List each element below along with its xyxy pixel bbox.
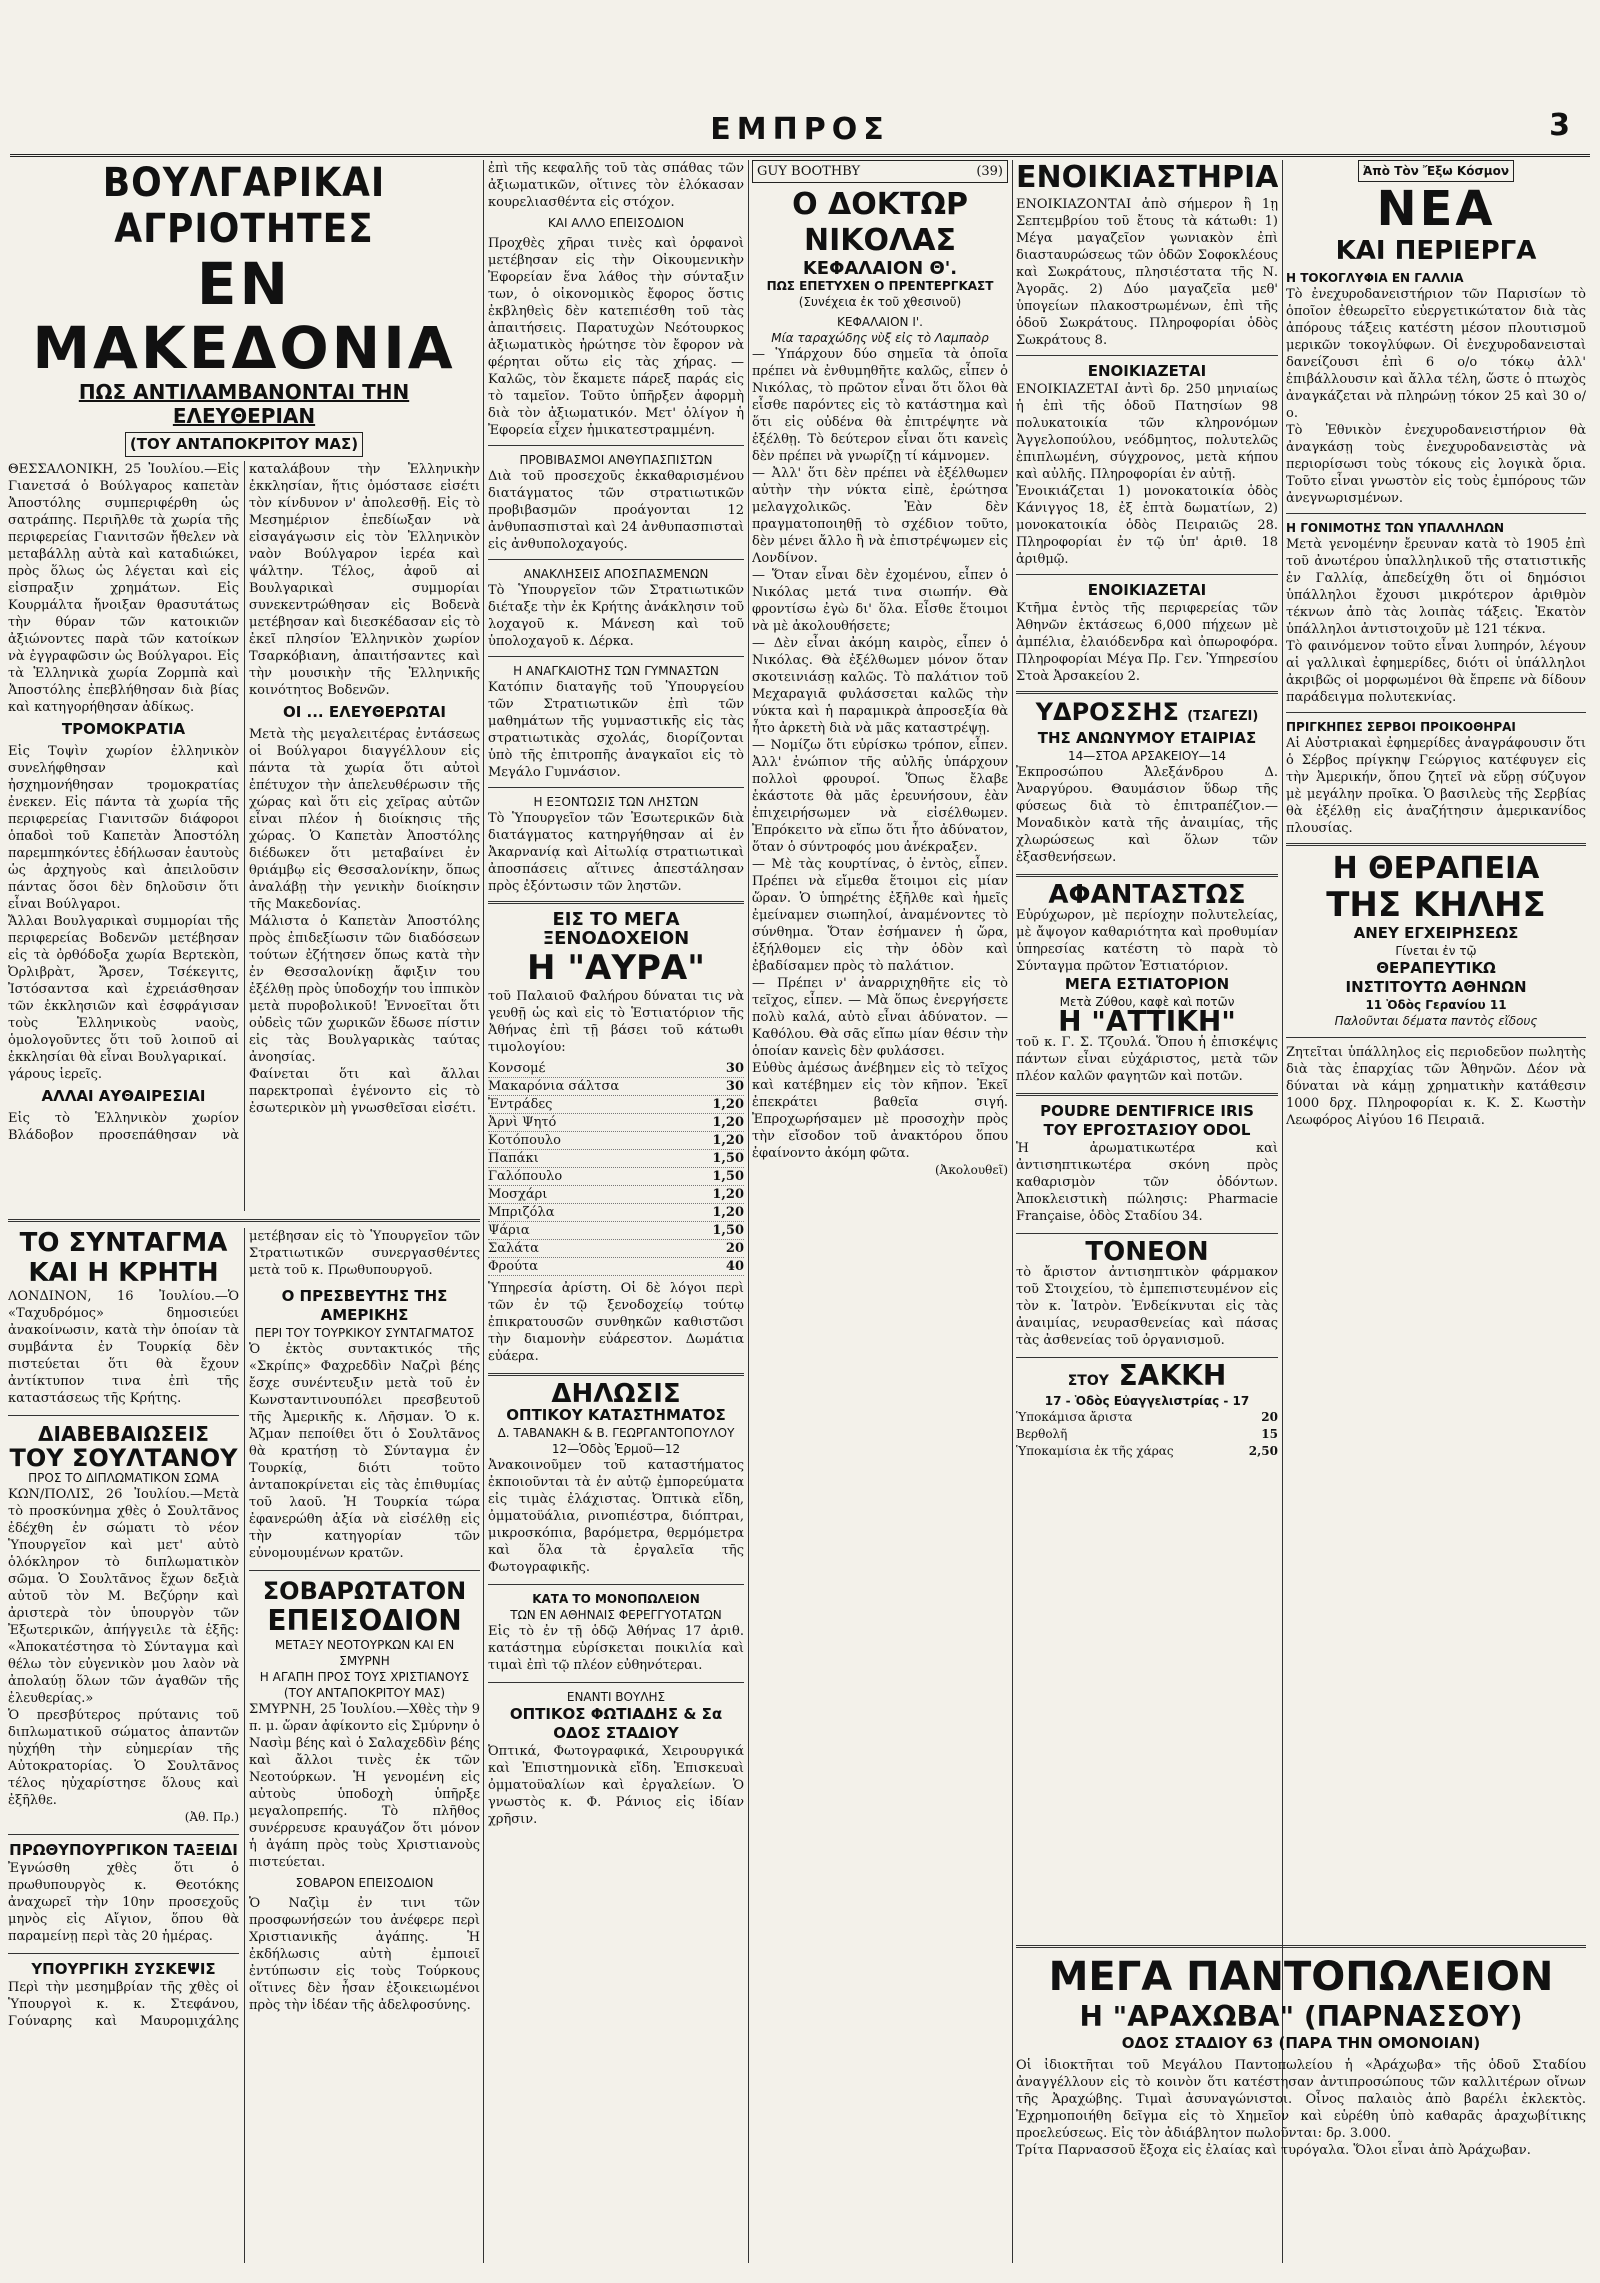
article-bulgarian-atrocities <box>8 160 480 1211</box>
paragraph: Κατόπιν διαταγῆς τοῦ Ὑπουργείου τῶν Στρατιωτικῶν ἐπὶ τῶν μαθημάτων τῆς γυμναστικῆς εἰς τὰς στρατιωτικὰς σχολάς, διορίζονται ὑπὸ τῆς ἐπιτροπῆς ἀναγκαῖοι εἰς τὸ Μεγάλο Γυμνάσιον. <box>488 680 744 780</box>
ad-address: 11 Ὁδὸς Γερανίου 11 <box>1365 998 1507 1012</box>
item-price: 1,20 <box>712 1115 744 1130</box>
article-pm-trip <box>8 1841 239 1945</box>
paragraph: Ὁ Ναζὶμ ἐν τινι τῶν προσφωνήσεών του ἀνέφερε περὶ Χριστιανικῆς ἀγάπης. Ἡ ἐκδήλωσις αὐτὴ ἐμποιεῖ ἐντύπωσιν εἰς τοὺς Τούρκους οἵτινες δὲν ἦσαν ἐξοικειωμένοι πρὸς τὴν ἰδέαν τῆς ἀδελφοσύνης. <box>249 1896 480 2013</box>
item-name: Μοσχάρι <box>488 1187 548 1202</box>
headline: Ο ΠΡΕΣΒΕΥΤΗΣ ΤΗΣ ΑΜΕΡΙΚΗΣ <box>281 1287 448 1324</box>
classified-ad: Κτῆμα ἐντὸς τῆς περιφερείας τῶν Ἀθηνῶν ἐκτάσεως 6,000 πήχεων μὲ ἀμπέλια, ἐλαιόδενδρα καὶ ὀπωροφόρα. Πληροφορίαι Μέγα Πρ. Γεν. Ὑπηρεσίου Στοὰ Ἀρσακείου 2. <box>1016 601 1278 684</box>
paragraph: Ὁ πρεσβύτερος πρύτανις τοῦ διπλωματικοῦ σώματος ἀπαντῶν ηὐχήθη τὴν εὐημερίαν τῆς Αὐτοκρατορίας. Ὁ Σουλτᾶνος τέλος ηὐχαρίστησε ὅλους καὶ ἐξῆλθε. <box>8 1708 239 1808</box>
price-row <box>488 1096 744 1114</box>
ad-optical <box>488 1379 744 1576</box>
paragraph: Εἰς τὸ ἐν τῇ ὁδῷ Ἀθήνας 17 ἀριθ. κατάστημα εὑρίσκεται ποικιλία καὶ τιμαὶ ἐπὶ τῷ πλέον εὐθηνότεραι. <box>488 1624 744 1673</box>
item-price: 1,20 <box>712 1187 744 1202</box>
chapter-heading: ΚΕΦΑΛΑΙΟΝ Ι'. <box>837 315 923 329</box>
paragraph: ΘΕΣΣΑΛΟΝΙΚΗ, 25 Ἰουλίου.—Εἰς Γιανετσά ὁ Βούλγαρος καπετὰν Ἀποστόλης συμπεριφέρθη ὡς σατράπης. Περιῆλθε τὰ χωρία τῆς περιφερείας Γιανιτσῶν ἤθελεν νὰ μεταβάλλῃ αὐτὰ καὶ καταδιώκει, πρὸς ὅλως ὡς λέγεται καὶ εἰς εἰσπραξιν χρημάτων. Εἰς Κουρμάλτα ἤνοιξαν θρασυτάτως τὴν θύραν τῶν κατοικιῶν ἀξιώνοντες παρὰ τῶν κατοίκων νὰ ἐγγραφῶσιν ὡς Βούλγαροι. Εἰς τὰ Ἑλληνικὰ χωρία Ζορμπὰ καὶ Ἀποστόλης ἐπεβλήθησαν διὰ βίας καὶ κατηγορήθησαν ἀδίκως. <box>8 462 239 715</box>
section-heading: ΑΛΛΑΙ ΑΥΘΑΙΡΕΣΙΑΙ <box>41 1087 206 1105</box>
ad-odol <box>1016 1102 1278 1225</box>
newspaper-title: ΕΜΠΡΟΣ <box>710 112 890 147</box>
paragraph: Τρίτα Παρνασσοῦ ἔξοχα εἰς ἐλαίας καὶ τυρόγαλα. Ὅλοι εἶναι ἀπὸ Ἀράχωβαν. <box>1016 2143 1531 2158</box>
paragraph: Εἰς τὸ Ἑλληνικὸν χωρίον Βλάδοβον προσεπάθησαν νὰ καταλάβουν τὴν Ἑλληνικὴν ἐκκλησίαν, ἥτις ὁμόστασε εἰσέτι τὸν κίνδυνον ν' ἀπολεσθῇ. Εἰς τὸ Μεσημέριον ἐπεδίωξαν νὰ εἰσαγάγωσιν εἰς τὸν Ἑλληνικὸν ναὸν Βούλγαρον ἱερέα καὶ ψάλτην. Τέλος, ἀφοῦ αἱ Βουλγαρικαὶ συμμορίαι συνεκεντρώθησαν εἰς Βοδενὰ μετέβησαν καὶ διεσκέδασαν εἰς τὸ ἐκεῖ πλησίον Ἑλληνικὸν χωρίον Τσαρκόβιανη, ἀπαιτήσαντες καὶ τὴν μουσικὴν τῆς Ἑλληνικῆς κοινότητος Βοδενῶν. <box>8 462 480 1143</box>
price-row <box>488 1222 744 1240</box>
ad-heading: ΜΕΓΑ ΕΣΤΙΑΤΟΡΙΟΝ <box>1064 975 1230 993</box>
paragraph: Ὁ ἐκτὸς συντακτικός τῆς «Σκρίπς» Φαχρεδδὶν Ναζρὶ βέης ἔσχε συνέντευξιν μετὰ τοῦ ἐν Κωνσταντινουπόλει πρεσβευτοῦ τῆς Ἀμερικῆς κ. Λῆσμαν. Ὁ κ. Ἀζμαν πεποίθει ὅτι ὁ Σουλτᾶνος θὰ κρατήσῃ τὸ Σύνταγμα ἐν Τουρκίᾳ, διότι τοῦτο ἀνταποκρίνεται εἰς τὰς ἐπιθυμίας τοῦ λαοῦ. Ἡ Τουρκία τώρα ἐφανερώθη ἀξία νὰ εἰσέλθῃ εἰς τὴν κατηγορίαν τῶν εὐνομουμένων κρατῶν. <box>249 1342 480 1561</box>
ad-heading: ΚΑΤΑ ΤΟ ΜΟΝΟΠΩΛΕΙΟΝ <box>532 1592 700 1606</box>
item-name: Μακαρόνια σάλτσα <box>488 1079 620 1094</box>
subheadline: ΠΕΡΙ ΤΟΥ ΤΟΥΡΚΙΚΟΥ ΣΥΝΤΑΓΜΑΤΟΣ <box>254 1326 475 1340</box>
ad-subheading: Μετὰ Ζύθου, καφὲ καὶ ποτῶν <box>1059 995 1235 1009</box>
ad-heading: Η "ΑΥΡΑ" <box>527 948 705 988</box>
paragraph: Ἀνακοινοῦμεν τοῦ καταστήματος ἐκποιοῦνται τὰ ἐν αὐτῷ ἐμπορεύματα εἰς τιμὰς ἐλάχιστας. Ὀπτικὰ εἴδη, ὀμματοϋάλια, ρινοπιέστρα, διόπτραι, μικροσκόπια, βαρόμετρα, θερμόμετρα καὶ ὅλα τὰ ἐργαλεῖα τῆς Φωτογραφικῆς. <box>488 1458 744 1575</box>
price-list <box>1016 1409 1278 1460</box>
column-rule <box>483 160 484 2263</box>
item-name: Ὑποκάμισα ἄριστα <box>1016 1410 1133 1424</box>
classified-ad: Ἐνοικιάζεται 1) μονοκατοικία ὁδὸς Κάνιγγος 18, ἐξ ἑπτὰ δωματίων, 2) μονοκατοικία ὁδὸς Πειραιῶς 28. Πληροφορίαι ἐν τῷ ὑπ' ἀριθ. 18 ἀριθμῷ. <box>1016 484 1278 567</box>
item-price: 1,20 <box>712 1133 744 1148</box>
section-title: ΚΑΙ ΠΕΡΙΕΡΓΑ <box>1335 236 1537 266</box>
item-price: 30 <box>725 1079 744 1094</box>
price-row <box>488 1132 744 1150</box>
ad-fotiadis <box>488 1689 744 1828</box>
paragraph: τὸ ἄριστον ἀντισηπτικὸν φάρμακον τοῦ Στοιχείου, τὸ ἐμπεπιστευμένον εἰς τὸν κ. Ἰατρὸν. Ἐνδείκνυται εἰς τὰς ἀναιμίας, νευρασθενείας καὶ πάσας τὰς ἀσθενείας τοῦ ὀργανισμοῦ. <box>1016 1265 1278 1348</box>
headline: ΠΡΟΒΙΒΑΣΜΟΙ ΑΝΘΥΠΑΣΠΙΣΤΩΝ <box>519 453 713 467</box>
ad-heading-prefix: ΣΤΟΥ <box>1067 1373 1109 1389</box>
ad-hernia-therapy <box>1286 852 1586 1029</box>
paragraph: — Ἀλλ' ὅτι δὲν πρέπει νὰ ἐξέλθωμεν αὐτὴν τὴν νύκτα εἰπὲ, ἐρώτησα μελαγχολικῶς. Ἐὰν δὲν πραγματοποιηθῇ τὸ σχέδιον τοῦτο, δὲν μένει ἄλλο ἢ νὰ ἐπιστρέψωμεν εἰς Λονδίνον. <box>752 466 1008 566</box>
item-name: Κοτόπουλο <box>488 1133 561 1148</box>
item-name: Φρούτα <box>488 1259 539 1274</box>
ad-subheading: Γίνεται ἐν τῷ <box>1395 944 1477 958</box>
chapter-subtitle: Μία ταραχώδης νὺξ εἰς τὸ Λαμπαὸρ <box>771 331 989 345</box>
item-name: Ὑποκαμίσια ἐκ τῆς χάρας <box>1016 1444 1174 1458</box>
paragraph: Ὑπηρεσία ἀρίστη. Οἱ δὲ λόγοι περὶ τῶν ἐν τῷ ξενοδοχείῳ τούτῳ ἐπικρατουσῶν συνθηκῶν καθιστῶσι τὴν διαμονὴν εὐάρεστον. Δωμάτια εὐάερα. <box>488 1281 744 1364</box>
column-1 <box>8 160 480 2263</box>
article-constitution-crete <box>8 1228 239 1407</box>
ad-subheading: ΤΗΣ ΑΝΩΝΥΜΟΥ ΕΤΑΙΡΙΑΣ <box>1037 729 1257 747</box>
ad-heading: Η "ΑΡΑΧΩΒΑ" (ΠΑΡΝΑΣΣΟΥ) <box>1079 2000 1523 2033</box>
subheadline: ΠΡΟΣ ΤΟ ΔΙΠΛΩΜΑΤΙΚΟΝ ΣΩΜΑ <box>28 1471 219 1485</box>
paragraph: Περὶ τὴν μεσημβρίαν τῆς χθὲς οἱ Ὑπουργοὶ κ. κ. Στεφάνου, Γούναρης καὶ Μαυρομιχάλης μετέβησαν εἰς τὸ Ὑπουργεῖον τῶν Στρατιωτικῶν συνεργασθέντες μετὰ τοῦ κ. Πρωθυπουργοῦ. <box>8 1229 480 2029</box>
subheadline: ΜΕΤΑΞΥ ΝΕΟΤΟΥΡΚΩΝ ΚΑΙ ΕΝ ΣΜΥΡΝΗ <box>274 1638 455 1668</box>
price-row <box>488 1168 744 1186</box>
ad-heading: ΑΦΑΝΤΑΣΤΩΣ <box>1048 880 1246 910</box>
paragraph: Ὀπτικά, Φωτογραφικά, Χειρουργικά καὶ Ἐπιστημονικὰ εἴδη. Ἐπισκευαὶ ὀμματοϋαλίων καὶ ἐργαλείων. Ὁ γνωστὸς κ. Φ. Ράνιος εἰς ἰδίαν χρῆσιν. <box>488 1744 744 1827</box>
ad-heading: ΙΝΣΤΙΤΟΥΤΩ ΑΘΗΝΩΝ <box>1345 978 1527 996</box>
paragraph: Τὸ Ὑπουργεῖον τῶν Ἐσωτερικῶν διὰ διατάγματος κατηργήθησαν αἱ ἐν Ἀκαρνανίᾳ καὶ Αἰτωλίᾳ στρατιωτικαὶ ἀποσπάσεις αἵτινες ἀπεστάλησαν πρὸς ἐξόντωσιν τῶν ληστῶν. <box>488 811 744 894</box>
ad-note: Παλοῦνται δέματα παντὸς εἴδους <box>1334 1014 1538 1028</box>
ad-heading: ΟΠΤΙΚΟΣ ΦΩΤΙΑΔΗΣ & Σα <box>509 1705 723 1723</box>
column-rule <box>748 160 749 2263</box>
paragraph: ΣΜΥΡΝΗ, 25 Ἰουλίου.—Χθὲς τὴν 9 π. μ. ὥραν ἀφίκοντο εἰς Σμύρνην ὁ Νασὶμ βέης καὶ ὁ Σαλαχεδδὶν βέης καὶ ἄλλοι τινὲς ἐκ τῶν Νεοτούρκων. Ἡ γενομένη εἰς αὐτοὺς ὑποδοχὴ ὑπῆρξε μεγαλοπρεπής. Τὸ πλῆθος συνέρρευσε κραυγάζον ὅτι μόνον ἡ ἀγάπη πρὸς τοὺς Χριστιανοὺς πιστεύεται. <box>249 1702 480 1870</box>
item-price: 15 <box>1261 1427 1278 1441</box>
paragraph: ΛΟΝΔΙΝΟΝ, 16 Ἰουλίου.—Ὁ «Ταχυδρόμος» δημοσιεύει ἀνακοίνωσιν, κατὰ τὴν ὁποίαν τὰ συμβάντα ἐν Τουρκίᾳ δὲν πιστεύεται ὅτι θὰ ἔχουν ἀντίκτυπον τινα ἐπὶ τῆς καταστάσεως τῆς Κρήτης. <box>8 1289 239 1406</box>
paragraph: Τὸ Ὑπουργεῖον τῶν Στρατιωτικῶν διέταξε τὴν ἐκ Κρήτης ἀνάκλησιν τοῦ λοχαγοῦ κ. Μάνεση καὶ τοῦ ὑπολοχαγοῦ κ. Δέρκα. <box>488 583 744 649</box>
section-heading: Η ΤΟΚΟΓΛΥΦΙΑ ΕΝ ΓΑΛΛΙΑ <box>1286 271 1464 285</box>
paragraph: Οἱ ἰδιοκτῆται τοῦ Μεγάλου Παντοπωλείου ἡ «Ἀράχωβα» τῆς ὁδοῦ Σταδίου ἀναγγέλλουν εἰς τὸ κοινὸν ὅτι κατέστησαν ἀντιπροσώπους τῶν καλλιτέρων οἴνων τῆς Ἀραχώβης. Τιμαὶ ἀσυναγώνιστοι. Οἶνος παλαιὸς ἀπὸ βαρέλι ἐκλεκτὸς. Ἐχρημοποιήθη δεῖγμα εἰς τὸ Χημεῖον καὶ εὑρέθη ὑπὸ καθαρᾶς ἀραχωβίτικης προελεύσεως. Εἰς τὸν ἀδιάβλητον πωλοῦνται: δρ. 3.000. <box>1016 2058 1586 2141</box>
headline: ΣΟΒΑΡΩΤΑΤΟΝ <box>262 1577 467 1605</box>
ad-address: 12—Ὁδὸς Ἑρμοῦ—12 <box>551 1442 681 1456</box>
ad-heading: ΤΗΣ ΚΗΛΗΣ <box>1326 885 1546 925</box>
paragraph: Τὸ φαινόμενον τοῦτο εἶναι λυπηρόν, λέγουν αἱ γαλλικαὶ ἐφημερίδες, διότι οἱ ὑπάλληλοι ἀκριβῶς οἱ μορφωμένοι θὰ ἔπρεπε νὰ δίδουν παράδειγμα πολυτεκνίας. <box>1286 639 1586 705</box>
section-heading: ΚΑΙ ΑΛΛΟ ΕΠΕΙΣΟΔΙΟΝ <box>547 216 685 230</box>
ad-heading: ΜΕΓΑ ΠΑΝΤΟΠΩΛΕΙΟΝ <box>1048 1954 1554 2000</box>
article-body <box>8 461 480 1211</box>
ad-restaurant <box>1016 880 1278 1085</box>
byline: (ΤΟΥ ΑΝΤΑΠΟΚΡΙΤΟΥ ΜΑΣ) <box>283 1686 446 1700</box>
section-heading: Η ΓΟΝΙΜΟΤΗΣ ΤΩΝ ΥΠΑΛΛΗΛΩΝ <box>1286 521 1505 535</box>
ad-brand: ΣΑΚΚΗ <box>1118 1359 1227 1392</box>
paragraph: γάρους ἱερεῖς. <box>8 1067 103 1082</box>
chapter-subtitle: ΠΩΣ ΕΠΕΤΥΧΕΝ Ο ΠΡΕΝΤΕΡΓΚΑΣΤ <box>766 279 994 293</box>
column-rule <box>1012 160 1013 2263</box>
paragraph: Μετὰ γενομένην ἔρευναν κατὰ τὸ 1905 ἐπὶ τοῦ ἀνωτέρου ὑπαλληλικοῦ τῆς στατιστικῆς ἐν Γαλλίᾳ, ἀπεδείχθη ὅτι οἱ δημόσιοι ὑπάλληλοι ἔχουσι μικρότερον ἀριθμὸν τέκνων ἀπὸ τὰς λοιπὰς τάξεις. Ἑκατὸν ὑπάλληλοι ἀντιστοιχοῦν μὲ 121 τέκνα. <box>1286 537 1586 637</box>
item-name: Μπριζόλα <box>488 1205 555 1220</box>
ad-heading: ΕΝΑΝΤΙ ΒΟΥΛΗΣ <box>566 1690 666 1704</box>
headline: ΠΡΩΘΥΠΟΥΡΓΙΚΟΝ ΤΑΞΕΙΔΙ <box>9 1841 238 1859</box>
paragraph: τοῦ κ. Γ. Σ. Τζουλά. Ὅπου ἡ ἐπισκέψις πάντων εἶναι εὐχάριστος, μετὰ τῶν πλέον καλῶν φαγητῶν καὶ ποτῶν. <box>1016 1035 1278 1084</box>
price-row <box>488 1204 744 1222</box>
continuation-note: (Συνέχεια ἐκ τοῦ χθεσινοῦ) <box>798 295 962 309</box>
paragraph: Διὰ τοῦ προσεχοῦς ἐκκαθαρισμένου διατάγματος τῶν στρατιωτικῶν προβιβασμῶν προάγονται 12 ἀνθυπασπισταὶ καὶ 24 ἀνθυπασπισταὶ εἰς ἀνθυπολοχαγούς. <box>488 469 744 552</box>
ad-subheading: ΤΩΝ ΕΝ ΑΘΗΝΑΙΣ ΦΕΡΕΓΓΥΟΤΑΤΩΝ <box>510 1608 722 1622</box>
article-sultan <box>8 1422 239 1826</box>
paragraph: Εἰς Τοψὶν χωρίον ἑλληνικὸν συνελήφθησαν καὶ ἠσχημονήθησαν τρομοκρατίας ἐνεκεν. Εἰς πάντα τὰ χωρία τῆς περιφερείας Γιανιτσῶν διάφοροι ὁπαδοὶ τοῦ Καπετὰν Ἀποστόλη παρεμπηκόντες ἐδήλωσαν ἑαυτοὺς ὡς ἀρχηγοὺς καὶ ἀπειλοῦσιν πάντας ὅσοι δὲν δηλοῦσιν ὅτι εἶναι Βούλγαροι. <box>8 744 239 912</box>
price-row <box>488 1114 744 1132</box>
paragraph: — Νομίζω ὅτι εὑρίσκω τρόπον, εἶπεν. Ἀλλ' ἐνώπιον τῆς αὐλῆς ὑπάρχουν πολλοὶ φρουροί. Ὅπως ἔλαβε ἑκάστοτε θὰ μᾶς ἐρευνήσουν, ἐὰν ἐπιχειρήσωμεν νὰ εἰσέλθωμεν. Ἐπρόκειτο νὰ εἴπω ὅτι ἦτο ἀδύνατον, ὅταν ὁ σύντροφός μου ἀνέκραξεν. <box>752 738 1008 855</box>
paragraph: Τὸ Ἐθνικὸν ἐνεχυροδανειστήριον θὰ ἀναγκάσῃ τοὺς ἐνεχυροδανειστὰς νὰ περιορίσωσι τοὺς τόκους εἰς λογικὰ ὅρια. Τοῦτο εἶναι γνωστὸν εἰς τοὺς ἐμπόρους τῶν ἀνεγνωρισμένων. <box>1286 423 1586 506</box>
to-be-continued: (Ἀκολουθεῖ) <box>934 1163 1008 1177</box>
ad-address: 17 - Ὁδὸς Εὐαγγελιστρίας - 17 <box>1044 1394 1250 1408</box>
headline: ΔΙΑΒΕΒΑΙΩΣΕΙΣ <box>38 1422 209 1446</box>
column-2 <box>488 160 744 2263</box>
ad-heading: ΟΠΤΙΚΟΥ ΚΑΤΑΣΤΗΜΑΤΟΣ <box>506 1406 726 1424</box>
classified-ad: ΕΝΟΙΚΙΑΖΟΝΤΑΙ ἀπὸ σήμερον ἢ 1ῃ Σεπτεμβρίου τοῦ ἔτους τὰ κάτωθι: 1) Μέγα μαγαζεῖον γωνιακὸν ἐπὶ διασταυρώσεως τῶν ὁδῶν Σοφοκλέους καὶ Σωκράτους, πλησιέστατα τῆς Ν. Ἀγορᾶς. 2) Δύο μαγαζεῖα μεθ' ὑπογείων πλακοστρωμένων, ἐπὶ τῆς ὁδοῦ Σωκράτους. Πληροφορίαι ὁδὸς Σωκράτους 8. <box>1016 197 1278 348</box>
price-row <box>488 1078 744 1096</box>
ad-heading: Η "ΑΤΤΙΚΗ" <box>1058 1005 1236 1038</box>
classified-ad: ΕΝΟΙΚΙΑΖΕΤΑΙ ἀντὶ δρ. 250 μηνιαίως ἡ ἐπὶ τῆς ὁδοῦ Πατησίων 98 πολυκατοικία τῶν κληρονόμων Ἀγγελοπούλου, νεόδμητος, πολυτελῶς ἐπιπλωμένη, σύγχρονος, μετὰ κήπου καὶ αὐλῆς. Πληροφορίαι ἐν αὐτῇ. <box>1016 382 1278 482</box>
ad-heading: ΕΙΣ ΤΟ ΜΕΓΑ ΞΕΝΟΔΟΧΕΙΟΝ <box>542 909 690 949</box>
item-name: Ψάρια <box>488 1223 530 1238</box>
ad-monopoly <box>488 1591 744 1674</box>
lower-articles <box>8 1228 480 2263</box>
paragraph: Τὸ ἐνεχυροδανειστήριον τῶν Παρισίων τὸ ὁποῖον ἐθεωρεῖτο εὐεργετικώτατον διὰ τὰς ἀπόρους τάξεις κατέστη μέσον πλουτισμοῦ μερικῶν τοκογλύφων. Οἱ ἐνεχυροδανεισταὶ δανείζουσι ἐπὶ 6 ο/ο τόκῳ ἀλλ' ἐπιβάλλουσιν καὶ ἄλλα τέλη, ὥστε ὁ πτωχὸς ἀναγκάζεται νὰ πληρώνῃ τόκον 25 καὶ 30 ο/ο. <box>1286 287 1586 421</box>
ad-heading: ΘΕΡΑΠΕΥΤΙΚΩ <box>1376 959 1496 977</box>
ad-water <box>1016 700 1278 866</box>
chapter-heading: ΚΕΦΑΛΑΙΟΝ Θ'. <box>802 258 958 279</box>
source-note: (Ἀθ. Πρ.) <box>184 1810 239 1824</box>
price-row <box>488 1258 744 1276</box>
item-name: Γαλόπουλο <box>488 1169 563 1184</box>
paragraph: Μετὰ τὴς μεγαλειτέρας ἐντάσεως οἱ Βούλγαροι διαγγέλλουν εἰς πάντα τὰ χωρία ὅτι αὐτοὶ ἐπέτυχον τὴν ἀπελευθέρωσιν τῆς χώρας καὶ ὅτι εἰς χεῖρας αὐτῶν εἶναι πλέον ἡ διοίκησις τῆς χώρας. Ὁ Καπετὰν Ἀποστόλης διέδωκεν ὅτι μεταβαίνει ἐν θριάμβῳ εἰς Θεσσαλονίκην, ὅπως ἀναλάβῃ τὴν γενικὴν διοίκησιν τῆς Μακεδονίας. <box>249 727 480 912</box>
item-name: Ἐντράδες <box>488 1097 553 1112</box>
item-price: 30 <box>725 1061 744 1076</box>
masthead <box>10 108 1590 157</box>
paragraph: Φαίνεται ὅτι καὶ ἄλλαι παρεκτροπαὶ ἐγένοντο εἰς τὸ ἐσωτερικὸν μὴ γνωσθεῖσαι εἰσέτι. <box>249 1067 480 1116</box>
ad-heading <box>1016 700 1278 729</box>
item-name: Βερθολῆ <box>1016 1427 1068 1441</box>
serial-episode: (39) <box>976 164 1003 179</box>
headline: ΕΠΕΙΣΟΔΙΟΝ <box>267 1604 462 1637</box>
ad-heading: Η ΘΕΡΑΠΕΙΑ <box>1332 851 1540 886</box>
paragraph: Ἄλλαι Βουλγαρικαὶ συμμορίαι τῆς περιφερείας Βοδενῶν μετέβησαν εἰς τὰ ὀρθόδοξα χωρία Βερτεκὸπ, Ὀρλιβρὰτ, Ἄρσεν, Τσέκεγιτς, Ἰστόσαντσα καὶ ἐχρειάσθησαν τῶν ἐκκλησιῶν καὶ ἐσφράγισαν τοὺς Ἑλληνικοὺς ναοὺς, ὁμολογοῦντες ὅτι τοῦ λοιποῦ αἱ ἐκκλησίαι θὰ εἶναι Βουλγαρικαί. <box>8 914 239 1065</box>
ad-toneon <box>1016 1237 1278 1349</box>
item-price: 1,20 <box>712 1097 744 1112</box>
price-list <box>488 1060 744 1276</box>
price-row <box>1016 1443 1278 1460</box>
price-row <box>488 1150 744 1168</box>
item-name: Κονσομέ <box>488 1061 546 1076</box>
article-ambassador <box>249 1287 480 1562</box>
ad-sakkh <box>1016 1359 1278 1460</box>
ad-heading: POUDRE DENTIFRICE IRIS <box>1040 1102 1254 1120</box>
item-price: 1,20 <box>712 1205 744 1220</box>
paragraph: — Δὲν εἶναι ἀκόμη καιρὸς, εἶπεν ὁ Νικόλας. Θὰ ἐξέλθωμεν μόνον ὅταν σκοτεινιάσῃ καλῶς. Τὸ παλάτιον τοῦ Μεχαραγιᾶ φυλάσσεται καλῶς τὴν νύκτα καὶ ἡ παραμικρὰ ἀπροσεξία θὰ ἦτο ἀρκετὴ διὰ νὰ μᾶς καταστρέψῃ. <box>752 636 1008 736</box>
ad-heading <box>1016 1359 1278 1393</box>
headline: ΤΟΥ ΣΟΥΛΤΑΝΟΥ <box>9 1444 238 1472</box>
ad-arachova <box>1016 1945 1586 2263</box>
ad-address: ΟΔΟΣ ΣΤΑΔΙΟΥ <box>553 1724 679 1742</box>
classified-ad: Ζητεῖται ὑπάλληλος εἰς περιοδεῦον πωλητὴς διὰ τὰς ἐπαρχίας τῶν Ἀθηνῶν. Δέον νὰ δύναται νὰ κάμῃ χρηματικὴν κατάθεσιν 1000 δρχ. Πληροφορίαι κ. Κ. Σ. Κωστὴν Λεωφόρος Αἰγύου 16 Πειραιᾶ. <box>1286 1045 1586 1128</box>
serial-title: Ο ΔΟΚΤΩΡ ΝΙΚΟΛΑΣ <box>792 187 968 258</box>
ad-brand: ΥΔΡΟΣΣΗΣ <box>1035 698 1179 726</box>
item-name: Σαλάτα <box>488 1241 539 1256</box>
paragraph: ἐπὶ τῆς κεφαλῆς τοῦ τὰς σπάθας τῶν ἀξιωματικῶν, οἵτινες τὸν ἐλόκασαν κουρελιασθέντα εἰς στόχον. <box>488 161 744 210</box>
item-price: 20 <box>725 1241 744 1256</box>
section-heading: ΤΡΟΜΟΚΡΑΤΙΑ <box>61 720 186 738</box>
paragraph: — Ὑπάρχουν δύο σημεῖα τὰ ὁποῖα πρέπει νὰ ἐνθυμηθῆτε καλῶς, εἶπεν ὁ Νικόλας, τὸ πρῶτον εἶναι ὅτι ὅλοι θὰ εἶσθε παρόντες εἰς τὸ κατάστημα καὶ ὅτι εἰς οὐδένα θὰ ἐπιτρέψητε νὰ ἐξέλθῃ. Τὸ δεύτερον εἶναι ὅτι κανεὶς δὲν πρέπει νὰ γνωρίζῃ τί κάμνομεν. <box>752 347 1008 464</box>
section-heading: ΟΙ ... ΕΛΕΥΘΕΡΩΤΑΙ <box>282 703 446 721</box>
ad-heading: ΤΟΝΕΟΝ <box>1085 1237 1209 1267</box>
headline: ΒΟΥΛΓΑΡΙΚΑΙ ΑΓΡΙΟΤΗΤΕΣ <box>102 160 386 252</box>
ad-subheading: Δ. ΤΑΒΑΝΑΚΗ & Β. ΓΕΩΡΓΑΝΤΟΠΟΥΛΟΥ <box>497 1426 735 1440</box>
subheadline: ΠΩΣ ΑΝΤΙΛΑΜΒΑΝΟΝΤΑΙ ΤΗΝ ΕΛΕΥΘΕΡΙΑΝ <box>78 380 410 428</box>
headline: ΚΑΙ Η ΚΡΗΤΗ <box>28 1258 219 1288</box>
item-price: 1,50 <box>712 1169 744 1184</box>
price-row <box>1016 1426 1278 1443</box>
price-row <box>488 1186 744 1204</box>
headline: ΥΠΟΥΡΓΙΚΗ ΣΥΣΚΕΨΙΣ <box>31 1960 216 1978</box>
ad-address: 14—ΣΤΟΑ ΑΡΣΑΚΕΙΟΥ—14 <box>1068 749 1226 763</box>
section-title: ΕΝΟΙΚΙΑΣΤΗΡΙΑ <box>1016 160 1278 195</box>
item-price: 1,50 <box>712 1151 744 1166</box>
price-row <box>488 1060 744 1078</box>
paragraph: Ἐκπροσώπου Ἀλεξάνδρου Δ. Ἀναργύρου. Θαυμάσιον ὕδωρ τῆς φύσεως διὰ τὸ ἐπιτραπέζιον.—Μοναδικὸν κατὰ τῆς ἀναιμίας, τῆς χλωρώσεως καὶ ὅλων τῶν ἐξασθενήσεων. <box>1016 765 1278 865</box>
item-name: Παπάκι <box>488 1151 539 1166</box>
price-row <box>1016 1409 1278 1426</box>
paragraph: Προχθὲς χῆραι τινὲς καὶ ὀρφανοὶ μετέβησαν εἰς τὴν Οἰκουμενικὴν Ἐφορείαν ἕνα λάθος τὴν σύνταξιν των, ὁ οἰκονομικὸς ἔφορος ὅστις ἐκβληθεὶς δὲν κατεπιέσθη τοῦ τὰς ἀπαιτήσεις. Παρατυχὼν Νεότουρκος ἀξιωματικὸς ἠρώτησε τὸν ἔφορον νὰ φέρηται οὕτω εἰς τὰς χήρας. — Καλῶς, τὸν ἔκαμετε πάρεξ παράς εἰς τὸ ταμεῖον. Τοῦτο ὑπῆρξεν ἀφορμὴ διὰ τὸν ἀξιωματικόν. Μετ' ὀλίγον ἡ Ἐφορεία εἶχεν ἠμικατεστραμμένη. <box>488 236 744 438</box>
serial-header <box>752 160 1008 183</box>
paragraph: τοῦ Παλαιοῦ Φαλήρου δύναται τις νὰ γευθῇ ὡς καὶ εἰς τὸ Ἑστιατόριον τῆς Ἀθήνας ἐπὶ τῇ βάσει τοῦ κάτωθι τιμολογίου: <box>488 989 744 1055</box>
item-price: 40 <box>725 1259 744 1274</box>
paragraph: Εὐρύχωρον, μὲ περίοχην πολυτελείας, μὲ ἄψογον καθαριότητα καὶ προθυμίαν ὑπηρεσίας κατέστη τὸ παρὰ τὸ Σύνταγμα πρῶτον Ἑστιατόριον. <box>1016 908 1278 974</box>
section-label: Ἀπὸ Τὸν Ἔξω Κόσμον <box>1358 160 1514 182</box>
article-smyrna-incident <box>249 1577 480 2014</box>
ad-brand-note: (ΤΣΑΓΕΖΙ) <box>1187 709 1259 724</box>
paragraph: Ἐγνώσθη χθὲς ὅτι ὁ πρωθυπουργὸς κ. Θεοτόκης ἀναχωρεῖ τὴν 10ην προσεχοῦς μηνὸς εἰς Αἴγιον, ὅπου θὰ παραμείνῃ περὶ τὰς 20 ἡμέρας. <box>8 1861 239 1944</box>
headline: Η ΑΝΑΓΚΑΙΟΤΗΣ ΤΩΝ ΓΥΜΝΑΣΤΩΝ <box>513 664 719 678</box>
ad-heading: ΔΗΛΩΣΙΣ <box>551 1379 681 1409</box>
column-3-serial <box>752 160 1008 2263</box>
subheadline: Η ΑΓΑΠΗ ΠΡΟΣ ΤΟΥΣ ΧΡΙΣΤΙΑΝΟΥΣ <box>259 1670 470 1684</box>
price-row <box>488 1240 744 1258</box>
item-name: Ἀρνὶ Ψητό <box>488 1115 557 1130</box>
headline: ΕΝ ΜΑΚΕΔΟΝΙΑ <box>32 250 456 382</box>
section-heading: ΣΟΒΑΡΟΝ ΕΠΕΙΣΟΔΙΟΝ <box>295 1876 434 1890</box>
byline: (ΤΟΥ ΑΝΤΑΠΟΚΡΙΤΟΥ ΜΑΣ) <box>125 432 363 457</box>
section-heading: ΠΡΙΓΚΗΠΕΣ ΣΕΡΒΟΙ ΠΡΟΙΚΟΘΗΡΑΙ <box>1286 720 1516 734</box>
headline: ΑΝΑΚΛΗΣΕΙΣ ΑΠΟΣΠΑΣΜΕΝΩΝ <box>523 567 709 581</box>
ad-address: ΟΔΟΣ ΣΤΑΔΙΟΥ 63 (ΠΑΡΑ ΤΗΝ ΟΜΟΝΟΙΑΝ) <box>1121 2034 1481 2052</box>
headline: Η ΕΞΟΝΤΩΣΙΣ ΤΩΝ ΛΗΣΤΩΝ <box>533 795 699 809</box>
paragraph: Μάλιστα ὁ Καπετὰν Ἀποστόλης πρὸς ἐπιδεξίωσιν τῶν διαδόσεων τούτων ἐζήτησεν ὅπως κατὰ τὴν ἐν Θεσσαλονίκῃ ἄφιξιν του ἐξέλθῃ πρὸς ὑποδοχήν του ἱππικὸν μετὰ πυροβολικοῦ! Ἐννοεῖται ὅτι οὐδεὶς τῶν χωρικῶν ἔδωσε πίστιν εἰς τὰς Βουλγαρικὰς ταύτας ἀνοησίας. <box>249 914 480 1065</box>
paragraph: — Ὅταν εἶναι δὲν ἐχομένου, εἶπεν ὁ Νικόλας μετά τινα σιωπήν. Θὰ φροντίσω ἐγὼ δι' ὅλα. Εἶσθε ἕτοιμοι νὰ μὲ ἀκολουθήσετε; <box>752 568 1008 634</box>
paragraph: ΚΩΝ/ΠΟΛΙΣ, 26 Ἰουλίου.—Μετὰ τὸ προσκύνημα χθὲς ὁ Σουλτᾶνος ἐδέχθη ἐν σώματι τὸ νέον Ὑπουργεῖον καὶ μετ' αὐτὸ ὁλόκληρον τὸ διπλωματικὸν σῶμα. Ὁ Σουλτᾶνος ἔχων δεξιὰ αὐτοῦ τὸν Μ. Βεζύρην καὶ ἀριστερὰ τὸν ὑπουργὸν τῶν Ἐξωτερικῶν, ἀπήγγειλε τὰ ἑξῆς: «Ἀποκατέστησα τὸ Σύνταγμα καὶ θέλω τὸν εὐγενικὸν μου λαὸν νὰ ἀπολαύῃ ὅλων τῶν ἀγαθῶν τῆς ἐλευθερίας.» <box>8 1487 239 1706</box>
classified-heading: ΕΝΟΙΚΙΑΖΕΤΑΙ <box>1087 581 1207 599</box>
paragraph: Εὐθὺς ἀμέσως ἀνέβημεν εἰς τὸ τεῖχος καὶ κατέβημεν εἰς τὸν κῆπον. Ἐκεῖ ἐπεκράτει βαθεῖα σιγή. Ἐπροχωρήσαμεν μὲ προσοχὴν πρὸς τὴν εἴσοδον τοῦ ἀνακτόρου ὅπου ἐφαίνοντο ἀκόμη φῶτα. <box>752 1061 1008 1161</box>
ad-subheading: ΤΟΥ ΕΡΓΟΣΤΑΣΙΟΥ ODOL <box>1043 1121 1251 1139</box>
headline: ΤΟ ΣΥΝΤΑΓΜΑ <box>19 1228 228 1258</box>
item-price: 20 <box>1261 1410 1278 1424</box>
item-price: 2,50 <box>1248 1444 1278 1458</box>
serial-author: GUY BOOTHBY <box>757 164 861 179</box>
paragraph: — Πρέπει ν' ἀναρριχηθῆτε εἰς τὸ τεῖχος, εἶπεν. — Μὰ ὅπως ἐνεργήσετε πολὺ καλά, αὐτὸ εἶναι ἀδύνατον. — Καθόλου. Θὰ σᾶς εἴπω μίαν θέσιν τὴν ὁποίαν κανεὶς δὲν φυλάσσει. <box>752 976 1008 1059</box>
classified-heading: ΕΝΟΙΚΙΑΖΕΤΑΙ <box>1087 362 1207 380</box>
paragraph: Αἱ Αὐστριακαὶ ἐφημερίδες ἀναγράφουσιν ὅτι ὁ Σέρβος πρίγκηψ Γεώργιος κατέφυγεν εἰς τὴν Ἀμερικήν, ὅπου ζητεῖ νὰ εὕρῃ σύζυγον μὲ μεγάλην προῖκα. Ὁ βασιλεὺς τῆς Σερβίας θὰ ἐξέλθῃ εἰς ἀναζήτησιν ἀμερικανίδος πλουσίας. <box>1286 736 1586 836</box>
ad-subheading: ΑΝΕΥ ΕΓΧΕΙΡΗΣΕΩΣ <box>1353 924 1519 942</box>
page-number: 3 <box>1549 108 1570 143</box>
ad-hotel-avra <box>488 910 744 1365</box>
column-5-foreign <box>1286 160 1586 1938</box>
paragraph: Ἡ ἀρωματικωτέρα καὶ ἀντισηπτικωτέρα σκόνη πρὸς καθαρισμὸν τῶν ὀδόντων. Ἀποκλειστικὴ πώλησις: Pharmacie Française, ὁδὸς Σταδίου 34. <box>1016 1141 1278 1224</box>
paragraph: — Μὲ τὰς κουρτίνας, ὁ ἐντὸς, εἶπεν. Πρέπει νὰ εἴμεθα ἕτοιμοι εἰς μίαν ὥραν. Ὁ ὑπηρέτης ἐξῆλθε καὶ ἡμεῖς ἐμείναμεν σιωπηλοί, ἀναμένοντες τὸ σύνθημα. Ὅταν ἐσήμανεν ἡ ὥρα, ἐξήλθομεν εἰς τὴν ὁδὸν καὶ ἐβαδίσαμεν πρὸς τὸ παλάτιον. <box>752 857 1008 974</box>
section-title: ΝΕΑ <box>1376 181 1496 237</box>
item-price: 1,50 <box>712 1223 744 1238</box>
